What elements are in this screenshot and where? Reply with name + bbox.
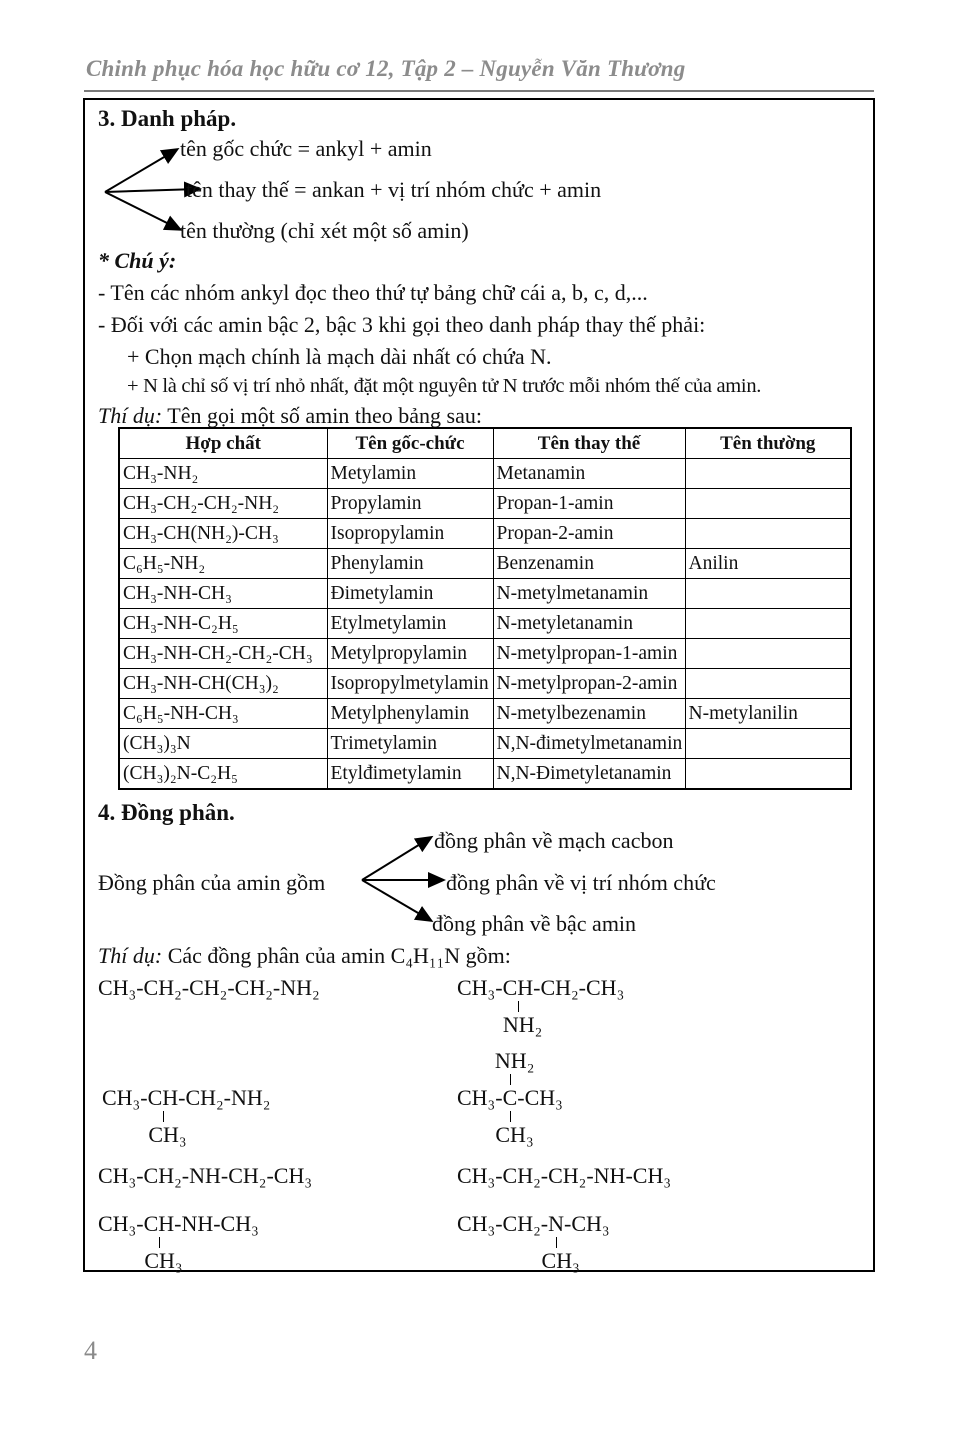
bond-line — [163, 1111, 164, 1122]
table-row — [119, 579, 851, 609]
table-row — [119, 729, 851, 759]
table-cell: Etylđimetylamin — [327, 759, 493, 790]
table-cell — [685, 519, 851, 549]
table-cell: (CH₃)₃N — [119, 729, 327, 759]
table-cell: CH₃-NH-CH(CH₃)₂ — [119, 669, 327, 699]
section4-heading: 4. Đồng phân. — [98, 800, 235, 825]
formula-text: CH₃- — [457, 1085, 503, 1110]
table-header-row — [119, 428, 851, 459]
table-row — [119, 459, 851, 489]
table-cell: (CH₃)₂N-C₂H₅ — [119, 759, 327, 790]
table-cell — [685, 489, 851, 519]
table-row — [119, 699, 851, 729]
isomer-branch-2: đồng phân về vị trí nhóm chức — [446, 870, 716, 895]
col-header-substitutive-name: Tên thay thế — [493, 428, 685, 459]
table-cell: Propylamin — [327, 489, 493, 519]
example-label: Thí dụ: — [98, 943, 163, 968]
book-header-title: Chinh phục hóa học hữu cơ 12, Tập 2 – Nguyễn Văn Thương — [86, 56, 686, 81]
amine-naming-table — [118, 427, 852, 790]
formula-text: -CH₂-CH₃ — [533, 975, 625, 1000]
isomer-formula-isopropylmetylamin — [98, 1211, 259, 1273]
example-text: Các đồng phân của amin C₄H₁₁N gồm: — [162, 943, 511, 968]
isomer-formula-2-metylpropan-2-amin — [457, 1048, 563, 1147]
example-text: Tên gọi một số amin theo bảng sau: — [162, 403, 482, 428]
table-cell: Propan-1-amin — [493, 489, 685, 519]
formula-text: -CH₃ — [564, 1211, 610, 1236]
table-cell: N-metylbezenamin — [493, 699, 685, 729]
formula-anchor: CH — [502, 975, 534, 1000]
table-cell: Isopropylamin — [327, 519, 493, 549]
table-cell — [685, 579, 851, 609]
example-label: Thí dụ: — [98, 403, 163, 428]
table-cell: Anilin — [685, 549, 851, 579]
amine-table-body — [119, 459, 851, 790]
table-row — [119, 759, 851, 790]
formula-anchor: CH — [147, 1085, 179, 1110]
col-header-common-name: Tên thường — [685, 428, 851, 459]
formula-text: -NH-CH₃ — [174, 1211, 259, 1236]
table-cell — [685, 759, 851, 790]
note-label: * Chú ý: — [98, 248, 177, 273]
bond-line — [159, 1237, 160, 1248]
isomer-formula-dietylamin — [98, 1164, 312, 1188]
formula-text: CH₃- — [457, 975, 503, 1000]
section3-heading: 3. Danh pháp. — [98, 106, 237, 131]
isomer-formula-metylpropylamin — [457, 1164, 671, 1188]
table-cell — [685, 609, 851, 639]
isomer-branch-3: đồng phân về bậc amin — [432, 911, 637, 936]
bond-line — [510, 1111, 511, 1122]
table-cell: N,N-đimetylmetanamin — [493, 729, 685, 759]
substituent-below: CH₃ — [541, 1248, 580, 1273]
table-cell: CH₃-CH₂-CH₂-NH₂ — [119, 489, 327, 519]
table-cell: CH₃-NH-CH₃ — [119, 579, 327, 609]
substituent-below: CH₃ — [148, 1122, 187, 1147]
table-cell — [685, 459, 851, 489]
table-cell: Metylamin — [327, 459, 493, 489]
table-cell — [685, 669, 851, 699]
table-row — [119, 669, 851, 699]
nomenclature-branch-1: tên gốc chức = ankyl + amin — [180, 136, 432, 161]
table-cell: N-metyletanamin — [493, 609, 685, 639]
note-line-3: + Chọn mạch chính là mạch dài nhất có chứa N. — [127, 344, 552, 369]
table-cell — [685, 639, 851, 669]
formula-text: CH₃-CH₂- — [457, 1211, 549, 1236]
note-line-4: + N là chỉ số vị trí nhỏ nhất, đặt một nguyên tử N trước mỗi nhóm thế của amin. — [127, 375, 762, 397]
formula-anchor: C — [502, 1085, 518, 1110]
substituent-above: NH₂ — [494, 1048, 535, 1073]
table-cell: CH₃-NH-CH₂-CH₂-CH₃ — [119, 639, 327, 669]
nomenclature-branch-3: tên thường (chỉ xét một số amin) — [180, 218, 469, 243]
table-cell: Phenylamin — [327, 549, 493, 579]
table-cell: Trimetylamin — [327, 729, 493, 759]
table-cell: N-metylmetanamin — [493, 579, 685, 609]
page-number: 4 — [84, 1336, 97, 1365]
table-cell: Isopropylmetylamin — [327, 669, 493, 699]
bond-line — [556, 1237, 557, 1248]
formula-text: CH₃- — [98, 1211, 144, 1236]
content-border-box — [83, 98, 875, 1272]
table-cell: C₆H₅-NH₂ — [119, 549, 327, 579]
formula-text: -CH₂-NH₂ — [178, 1085, 271, 1110]
table-cell: Benzenamin — [493, 549, 685, 579]
nomenclature-branch-2: tên thay thế = ankan + vị trí nhóm chức + amin — [186, 177, 602, 202]
isomer-stem-text: Đồng phân của amin gồm — [98, 870, 326, 895]
substituent-below: CH₃ — [495, 1122, 534, 1147]
table-cell — [685, 729, 851, 759]
isomer-formula-etyldimetylamin — [457, 1211, 610, 1273]
isomer-branch-1: đồng phân về mạch cacbon — [434, 828, 674, 853]
formula-text: -CH₃ — [517, 1085, 563, 1110]
table-cell: CH₃-NH₂ — [119, 459, 327, 489]
bond-line — [518, 1001, 519, 1012]
table-row — [119, 519, 851, 549]
formula-anchor: CH — [143, 1211, 175, 1236]
table-cell: N,N-Đimetyletanamin — [493, 759, 685, 790]
header-divider — [84, 90, 874, 92]
table-cell: Đimetylamin — [327, 579, 493, 609]
table-cell: Metylphenylamin — [327, 699, 493, 729]
formula-anchor: N — [548, 1211, 565, 1236]
formula-text: CH₃- — [102, 1085, 148, 1110]
formula-text: CH₃-CH₂-NH-CH₂-CH₃ — [98, 1163, 313, 1188]
note-line-2: - Đối với các amin bậc 2, bậc 3 khi gọi theo danh pháp thay thế phải: — [98, 312, 706, 337]
substituent-below: CH₃ — [144, 1248, 183, 1273]
table-cell: N-metylpropan-2-amin — [493, 669, 685, 699]
example-line-section4 — [98, 943, 511, 969]
table-cell: CH₃-NH-C₂H₅ — [119, 609, 327, 639]
isomer-formula-butan-1-amin — [98, 976, 320, 1000]
table-cell: Etylmetylamin — [327, 609, 493, 639]
table-row — [119, 639, 851, 669]
example-line-section3 — [98, 403, 482, 429]
col-header-radical-name: Tên gốc-chức — [327, 428, 493, 459]
table-row — [119, 489, 851, 519]
substituent-below: NH₂ — [502, 1012, 543, 1037]
note-line-1: - Tên các nhóm ankyl đọc theo thứ tự bảng chữ cái a, b, c, d,... — [98, 280, 648, 305]
table-row — [119, 609, 851, 639]
table-cell: N-metylpropan-1-amin — [493, 639, 685, 669]
isomer-formula-butan-2-amin — [457, 975, 625, 1037]
table-cell: N-metylanilin — [685, 699, 851, 729]
table-row — [119, 549, 851, 579]
table-cell: C₆H₅-NH-CH₃ — [119, 699, 327, 729]
formula-text: CH₃-CH₂-CH₂-CH₂-NH₂ — [98, 975, 320, 1000]
table-cell: Metanamin — [493, 459, 685, 489]
isomer-formula-2-metylpropan-1-amin — [102, 1085, 271, 1147]
col-header-compound: Hợp chất — [119, 428, 327, 459]
table-cell: Propan-2-amin — [493, 519, 685, 549]
table-cell: Metylpropylamin — [327, 639, 493, 669]
table-cell: CH₃-CH(NH₂)-CH₃ — [119, 519, 327, 549]
bond-line — [510, 1074, 511, 1085]
formula-text: CH₃-CH₂-CH₂-NH-CH₃ — [457, 1163, 672, 1188]
